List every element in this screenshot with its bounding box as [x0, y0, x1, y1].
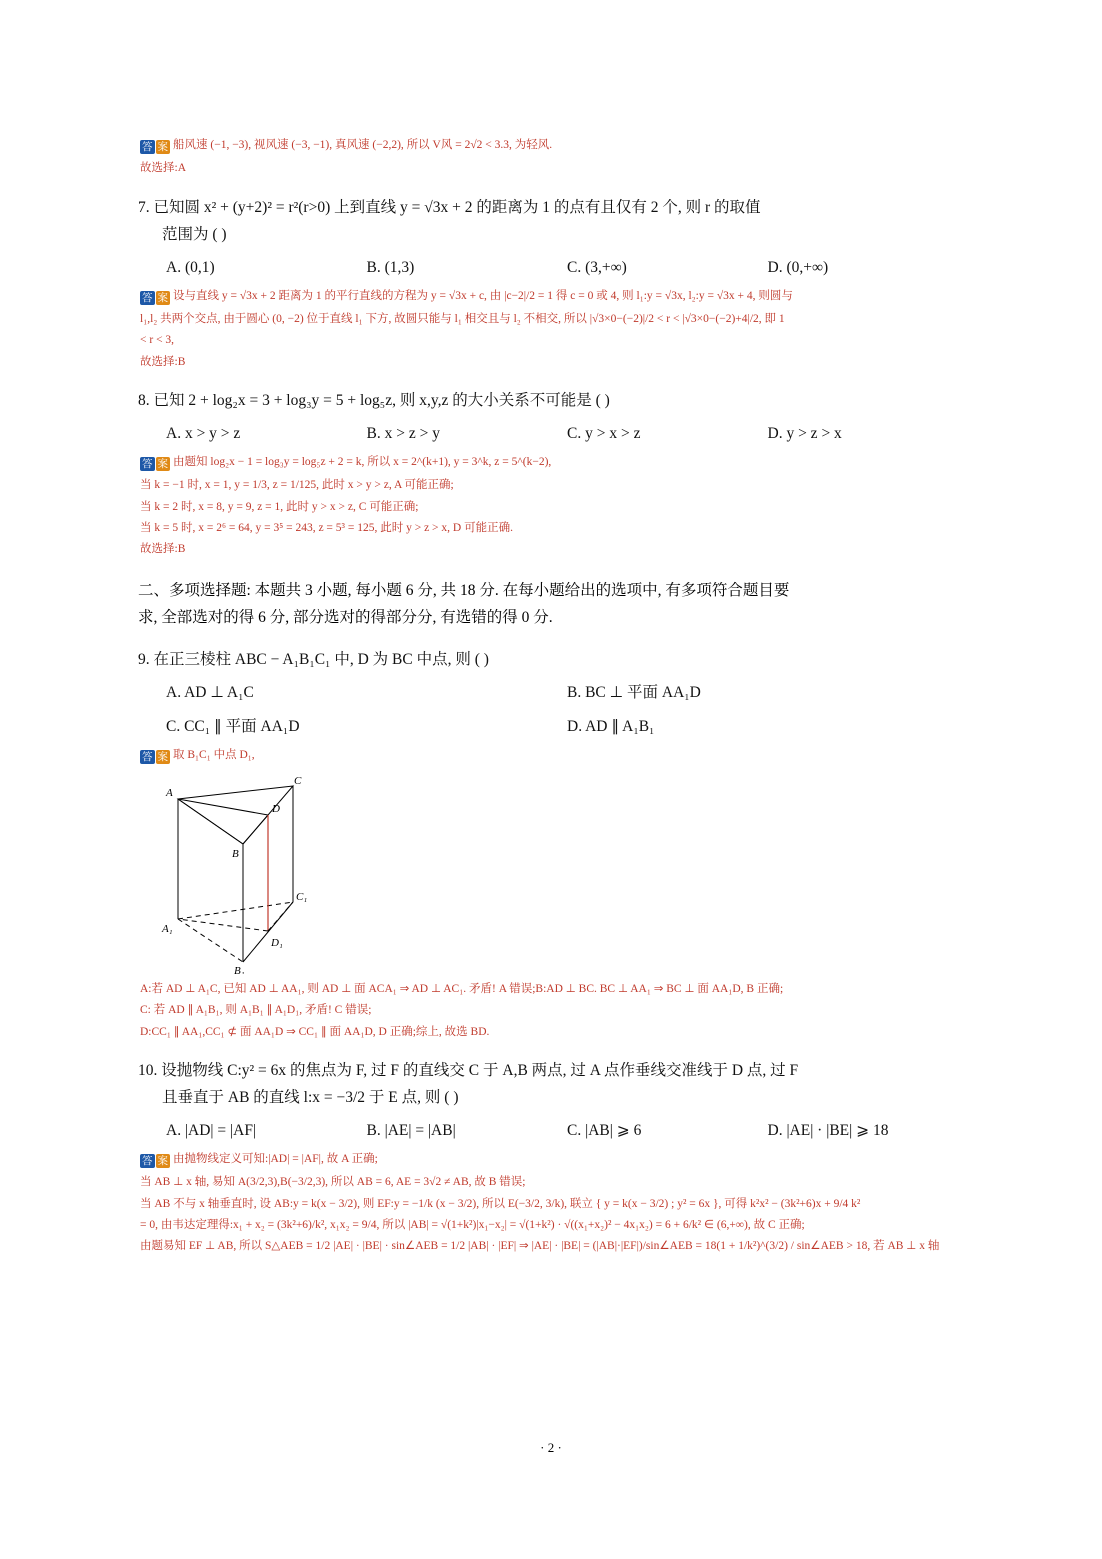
answer-badge-icon: 答 案 — [142, 1155, 168, 1168]
label-B1: B₁ — [234, 964, 245, 974]
answer-text: 由题知 log₂x − 1 = log₃y = log₅z + 2 = k, 所以 x = 2^(k+1), y = 3^k, z = 5^(k−2), — [173, 456, 552, 469]
answer-line: < r < 3, — [140, 334, 175, 347]
label-B: B — [232, 847, 239, 860]
answer-q6 — [138, 135, 968, 180]
options-q10 — [138, 1117, 968, 1144]
option-a[interactable]: A. x > y > z — [166, 425, 241, 443]
answer-line: 故选择:B — [140, 355, 186, 368]
question-text: 已知圆 x² + (y+2)² = r²(r>0) 上到直线 y = √3x + 2 的距离为 1 的点有且仅有 2 个, 则 r 的取值 — [153, 198, 761, 216]
answer-line: 当 AB 不与 x 轴垂直时, 设 AB:y = k(x − 3/2), 则 EF:y = −1/k (x − 3/2), 所以 E(−3/2, 3/k), 联立 { y = k(x − 3/2) ; y² = 6x }, 可得 k²x² − (3k²+6)x + 9/4 k² — [140, 1197, 861, 1210]
answer-line: D:CC₁ ∥ AA₁,CC₁ ⊄ 面 AA₁D ⇒ CC₁ ∥ 面 AA₁D, D 正确;综上, 故选 BD. — [140, 1025, 490, 1038]
question-7 — [138, 194, 968, 373]
option-b[interactable]: B. |AE| = |AB| — [366, 1122, 456, 1140]
section-heading-2 — [138, 577, 968, 633]
prism-svg — [148, 774, 368, 974]
label-A1: A₁ — [162, 922, 173, 935]
answer-q9 — [138, 979, 968, 1043]
answer-line: A:若 AD ⊥ A₁C, 已知 AD ⊥ AA₁, 则 AD ⊥ 面 ACA₁ ⇒ AD ⊥ AC₁. 矛盾! A 错误;B:AD ⊥ BC. BC ⊥ AA₁ ⇒ BC ⊥ 面 AA₁D, B 正确; — [140, 982, 784, 995]
options-q8 — [138, 420, 968, 447]
answer-line: 当 k = 2 时, x = 8, y = 9, z = 1, 此时 y > x > z, C 可能正确; — [140, 500, 419, 513]
answer-line: = 0, 由韦达定理得:x₁ + x₂ = (3k²+6)/k², x₁x₂ = 9/4, 所以 |AB| = √(1+k²)|x₁−x₂| = √(1+k²) · √((x₁+x₂)² − 4x₁x₂) = 6 + 6/k² ∈ (6,+∞), 故 C 正确; — [140, 1218, 805, 1231]
answer-line — [140, 135, 968, 158]
answer-line: 当 k = 5 时, x = 2⁶ = 64, y = 3⁵ = 243, z = 5³ = 125, 此时 y > z > x, D 可能正确. — [140, 522, 513, 535]
option-c[interactable]: C. |AB| ⩾ 6 — [567, 1122, 642, 1140]
section-line-1: 二、多项选择题: 本题共 3 小题, 每小题 6 分, 共 18 分. 在每小题给出的选项中, 有多项符合题目要 — [138, 581, 790, 599]
answer-q8 — [138, 452, 968, 560]
option-d[interactable]: D. (0,+∞) — [767, 258, 829, 276]
option-b[interactable]: B. (1,3) — [366, 258, 415, 276]
option-a[interactable]: A. (0,1) — [166, 258, 215, 276]
question-9 — [138, 646, 968, 1042]
options-q7 — [138, 254, 968, 281]
answer-line — [140, 745, 968, 768]
options-q9-row2 — [138, 713, 968, 740]
option-c[interactable]: C. (3,+∞) — [567, 258, 627, 276]
section-line-2: 求, 全部选对的得 6 分, 部分选对的得部分分, 有选错的得 0 分. — [138, 609, 553, 627]
option-d[interactable]: D. AD ∥ A₁B₁ — [567, 717, 655, 735]
question-stem-cont: 且垂直于 AB 的直线 l:x = −3/2 于 E 点, 则 ( ) — [162, 1088, 459, 1106]
question-number: 10. — [138, 1061, 158, 1079]
option-a[interactable]: A. |AD| = |AF| — [166, 1122, 257, 1140]
question-text: 已知 2 + log₂x = 3 + log₃y = 5 + log₅z, 则 x,y,z 的大小关系不可能是 ( ) — [153, 391, 610, 409]
answer-line: 故选择:A — [140, 162, 186, 175]
figure-prism — [138, 774, 968, 974]
answer-line: 当 k = −1 时, x = 1, y = 1/3, z = 1/125, 此时 x > y > z, A 可能正确; — [140, 479, 454, 492]
answer-text: 由抛物线定义可知:|AD| = |AF|, 故 A 正确; — [173, 1153, 378, 1166]
answer-q9-head — [138, 745, 968, 768]
page-number: · 2 · — [540, 1440, 562, 1455]
question-stem — [138, 194, 968, 221]
answer-line — [140, 1149, 968, 1172]
answer-badge-icon: 答 案 — [142, 750, 168, 763]
option-c[interactable]: C. y > x > z — [567, 425, 641, 443]
answer-badge-icon: 答 案 — [142, 141, 168, 153]
label-D1: D₁ — [271, 936, 283, 949]
answer-line: l₁,l₂ 共两个交点, 由于圆心 (0, −2) 位于直线 l₁ 下方, 故圆只能与 l₁ 相交且与 l₂ 不相交, 所以 |√3×0−(−2)|/2 < r < |√3×0−(−2)+4|/2, 即 1 — [140, 313, 785, 326]
answer-line — [140, 286, 968, 309]
label-C: C — [294, 774, 302, 787]
question-stem-cont: 范围为 ( ) — [162, 225, 227, 243]
question-number: 7. — [138, 198, 150, 216]
answer-text: 船风速 (−1, −3), 视风速 (−3, −1), 真风速 (−2,2), 所以 V风 = 2√2 < 3.3, 为轻风. — [173, 139, 553, 151]
option-b[interactable]: B. x > z > y — [366, 425, 440, 443]
question-number: 9. — [138, 651, 150, 669]
answer-text: 取 B₁C₁ 中点 D₁, — [173, 748, 255, 761]
label-C1: C₁ — [296, 890, 308, 903]
option-b[interactable]: B. BC ⊥ 平面 AA₁D — [567, 684, 701, 702]
question-stem — [138, 1057, 968, 1084]
question-stem — [138, 646, 968, 673]
question-10 — [138, 1057, 968, 1258]
question-8 — [138, 387, 968, 561]
option-a[interactable]: A. AD ⊥ A₁C — [166, 684, 254, 702]
question-stem — [138, 387, 968, 414]
answer-line: C: 若 AD ∥ A₁B₁, 则 A₁B₁ ∥ A₁D₁, 矛盾! C 错误; — [140, 1004, 372, 1017]
answer-q10 — [138, 1149, 968, 1257]
answer-line: 由题易知 EF ⊥ AB, 所以 S△AEB = 1/2 |AE| · |BE| · sin∠AEB = 1/2 |AB| · |EF| ⇒ |AE| · |BE| = (|AB|·|EF|)/sin∠AEB = 18(1 + 1/k²)^(3/2) / sin∠AEB > 18, 若 AB ⊥ x 轴 — [140, 1240, 940, 1253]
answer-line: 故选择:B — [140, 543, 186, 556]
options-q9-row1 — [138, 679, 968, 706]
option-d[interactable]: D. y > z > x — [767, 425, 842, 443]
question-text: 设抛物线 C:y² = 6x 的焦点为 F, 过 F 的直线交 C 于 A,B 两点, 过 A 点作垂线交准线于 D 点, 过 F — [161, 1061, 799, 1079]
answer-badge-icon: 答 案 — [142, 291, 168, 304]
option-c[interactable]: C. CC₁ ∥ 平面 AA₁D — [166, 717, 300, 735]
answer-line — [140, 452, 968, 475]
label-D: D — [272, 802, 280, 815]
answer-q7 — [138, 286, 968, 373]
answer-badge-icon: 答 案 — [142, 458, 168, 471]
answer-text: 设与直线 y = √3x + 2 距离为 1 的平行直线的方程为 y = √3x + c, 由 |c−2|/2 = 1 得 c = 0 或 4, 则 l₁:y = √3x, l₂:y = √3x + 4, 则圆与 — [173, 289, 793, 302]
question-text: 在正三棱柱 ABC − A₁B₁C₁ 中, D 为 BC 中点, 则 ( ) — [153, 651, 489, 669]
question-number: 8. — [138, 391, 150, 409]
option-d[interactable]: D. |AE| · |BE| ⩾ 18 — [767, 1122, 889, 1140]
document-body — [138, 130, 968, 1257]
label-A: A — [166, 786, 173, 799]
answer-line: 当 AB ⊥ x 轴, 易知 A(3/2,3),B(−3/2,3), 所以 AB = 6, AE = 3√2 ≠ AB, 故 B 错误; — [140, 1176, 526, 1189]
